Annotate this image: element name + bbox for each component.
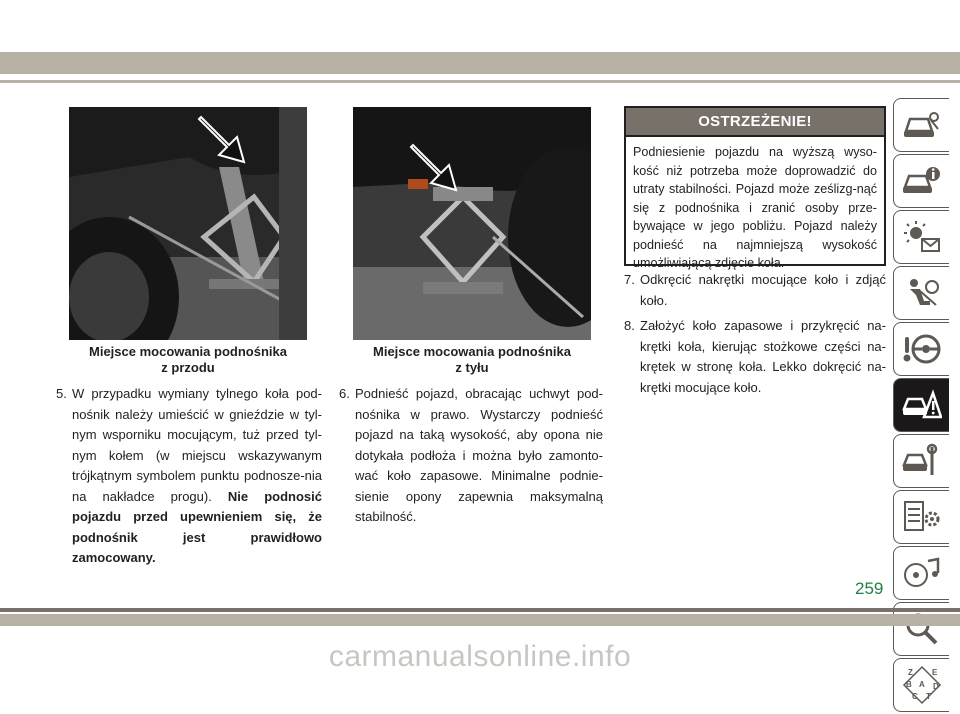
airbag-icon: [902, 275, 942, 311]
step-5: [56, 384, 322, 569]
page-number: 259: [855, 579, 884, 598]
step-8-text: Założyć koło zapasowe i przykręcić na-krętki koła, kierując stożkowe części na-krętek w stronę koła. Lekko dokręcić na-krętki mocujące koło.: [640, 318, 886, 395]
warning-body: Podniesienie pojazdu na wyższą wyso-kość niż potrzeba może doprowadzić do utraty stabilności. Pojazd może ześlizg-nąć się z podnośnika i zranić osoby prze-bywające w jego pobliżu. Pojazd należy podnieść na najmniejszą wysokość umożliwiającą zdjęcie koła.: [633, 145, 877, 270]
photo-front-jack: [69, 107, 307, 340]
svg-text:C: C: [911, 692, 918, 701]
svg-text:Z: Z: [907, 668, 913, 677]
step-5-text: W przypadku wymiany tylnego koła pod-nośnik należy umieścić w gnieździe w tyl-nym wsporniku mocującym, tuż przed tyl-nym kołem (w miejscu wskazywanym trójkątnym symbolem punktu podnosze-nia na nakładce progu).: [72, 386, 322, 504]
caption-rear: [353, 344, 591, 376]
caption-front-line2: z przodu: [161, 360, 215, 375]
photo-rear-jack: [353, 107, 591, 340]
caption-front: [69, 344, 307, 376]
car-info-icon: [902, 163, 942, 199]
warning-box: [624, 106, 886, 270]
svg-text:A: A: [918, 680, 925, 689]
tab-car-key[interactable]: [893, 98, 949, 152]
step-5-bold-warning: Nie podnosić pojazdu przed upewnieniem się, że podnośnik jest prawidłowo zamocowany.: [72, 488, 322, 565]
step-7-text: Odkręcić nakrętki mocujące koło i zdjąć koło.: [640, 272, 886, 308]
tab-car-info[interactable]: [893, 154, 949, 208]
step-6-number: 6.: [339, 386, 350, 401]
header-rule: [0, 80, 960, 83]
caption-rear-line2: z tyłu: [455, 360, 489, 375]
svg-text:T: T: [925, 692, 931, 701]
svg-text:B: B: [905, 680, 912, 689]
step-7-number: 7.: [624, 272, 635, 287]
step-5-number: 5.: [56, 386, 67, 401]
watermark: carmanualsonline.info: [328, 640, 632, 673]
step-8: [624, 316, 886, 398]
steering-wheel-icon: [902, 331, 942, 367]
step-8-number: 8.: [624, 318, 635, 333]
specifications-icon: [902, 499, 942, 535]
caption-rear-line1: Miejsce mocowania podnośnika: [373, 344, 571, 359]
warning-title: OSTRZEŻENIE!: [626, 108, 884, 137]
step-6: [339, 384, 603, 528]
tab-specifications[interactable]: [893, 490, 949, 544]
steps-7-8: [624, 270, 886, 398]
tab-multimedia[interactable]: [893, 546, 949, 600]
tab-warning-lights[interactable]: [893, 210, 949, 264]
svg-text:D: D: [932, 682, 939, 691]
car-key-icon: [902, 107, 942, 143]
tab-steering-wheel[interactable]: [893, 322, 949, 376]
header-band: [0, 52, 960, 74]
svg-text:E: E: [931, 668, 937, 677]
footer-rule: [0, 608, 960, 612]
step-6-text: Podnieść pojazd, obracając uchwyt pod-nośnika w prawo. Wystarczy podnieść pojazd na taką wysokość, aby opona nie dotykała podłoża i można było zamonto-wać koło zapasowe. Minimalne podnie-sienie opony zapewnia maksymalną stabilność.: [355, 386, 603, 524]
multimedia-icon: [902, 555, 942, 591]
emergency-car-icon: [902, 387, 942, 423]
step-7: [624, 270, 886, 311]
footer-band: [0, 614, 960, 626]
caption-front-line1: Miejsce mocowania podnośnika: [89, 344, 287, 359]
tab-emergency[interactable]: [893, 378, 949, 432]
car-service-icon: [902, 443, 942, 479]
tab-car-service[interactable]: [893, 434, 949, 488]
warning-lights-icon: [902, 219, 942, 255]
tab-airbag[interactable]: [893, 266, 949, 320]
